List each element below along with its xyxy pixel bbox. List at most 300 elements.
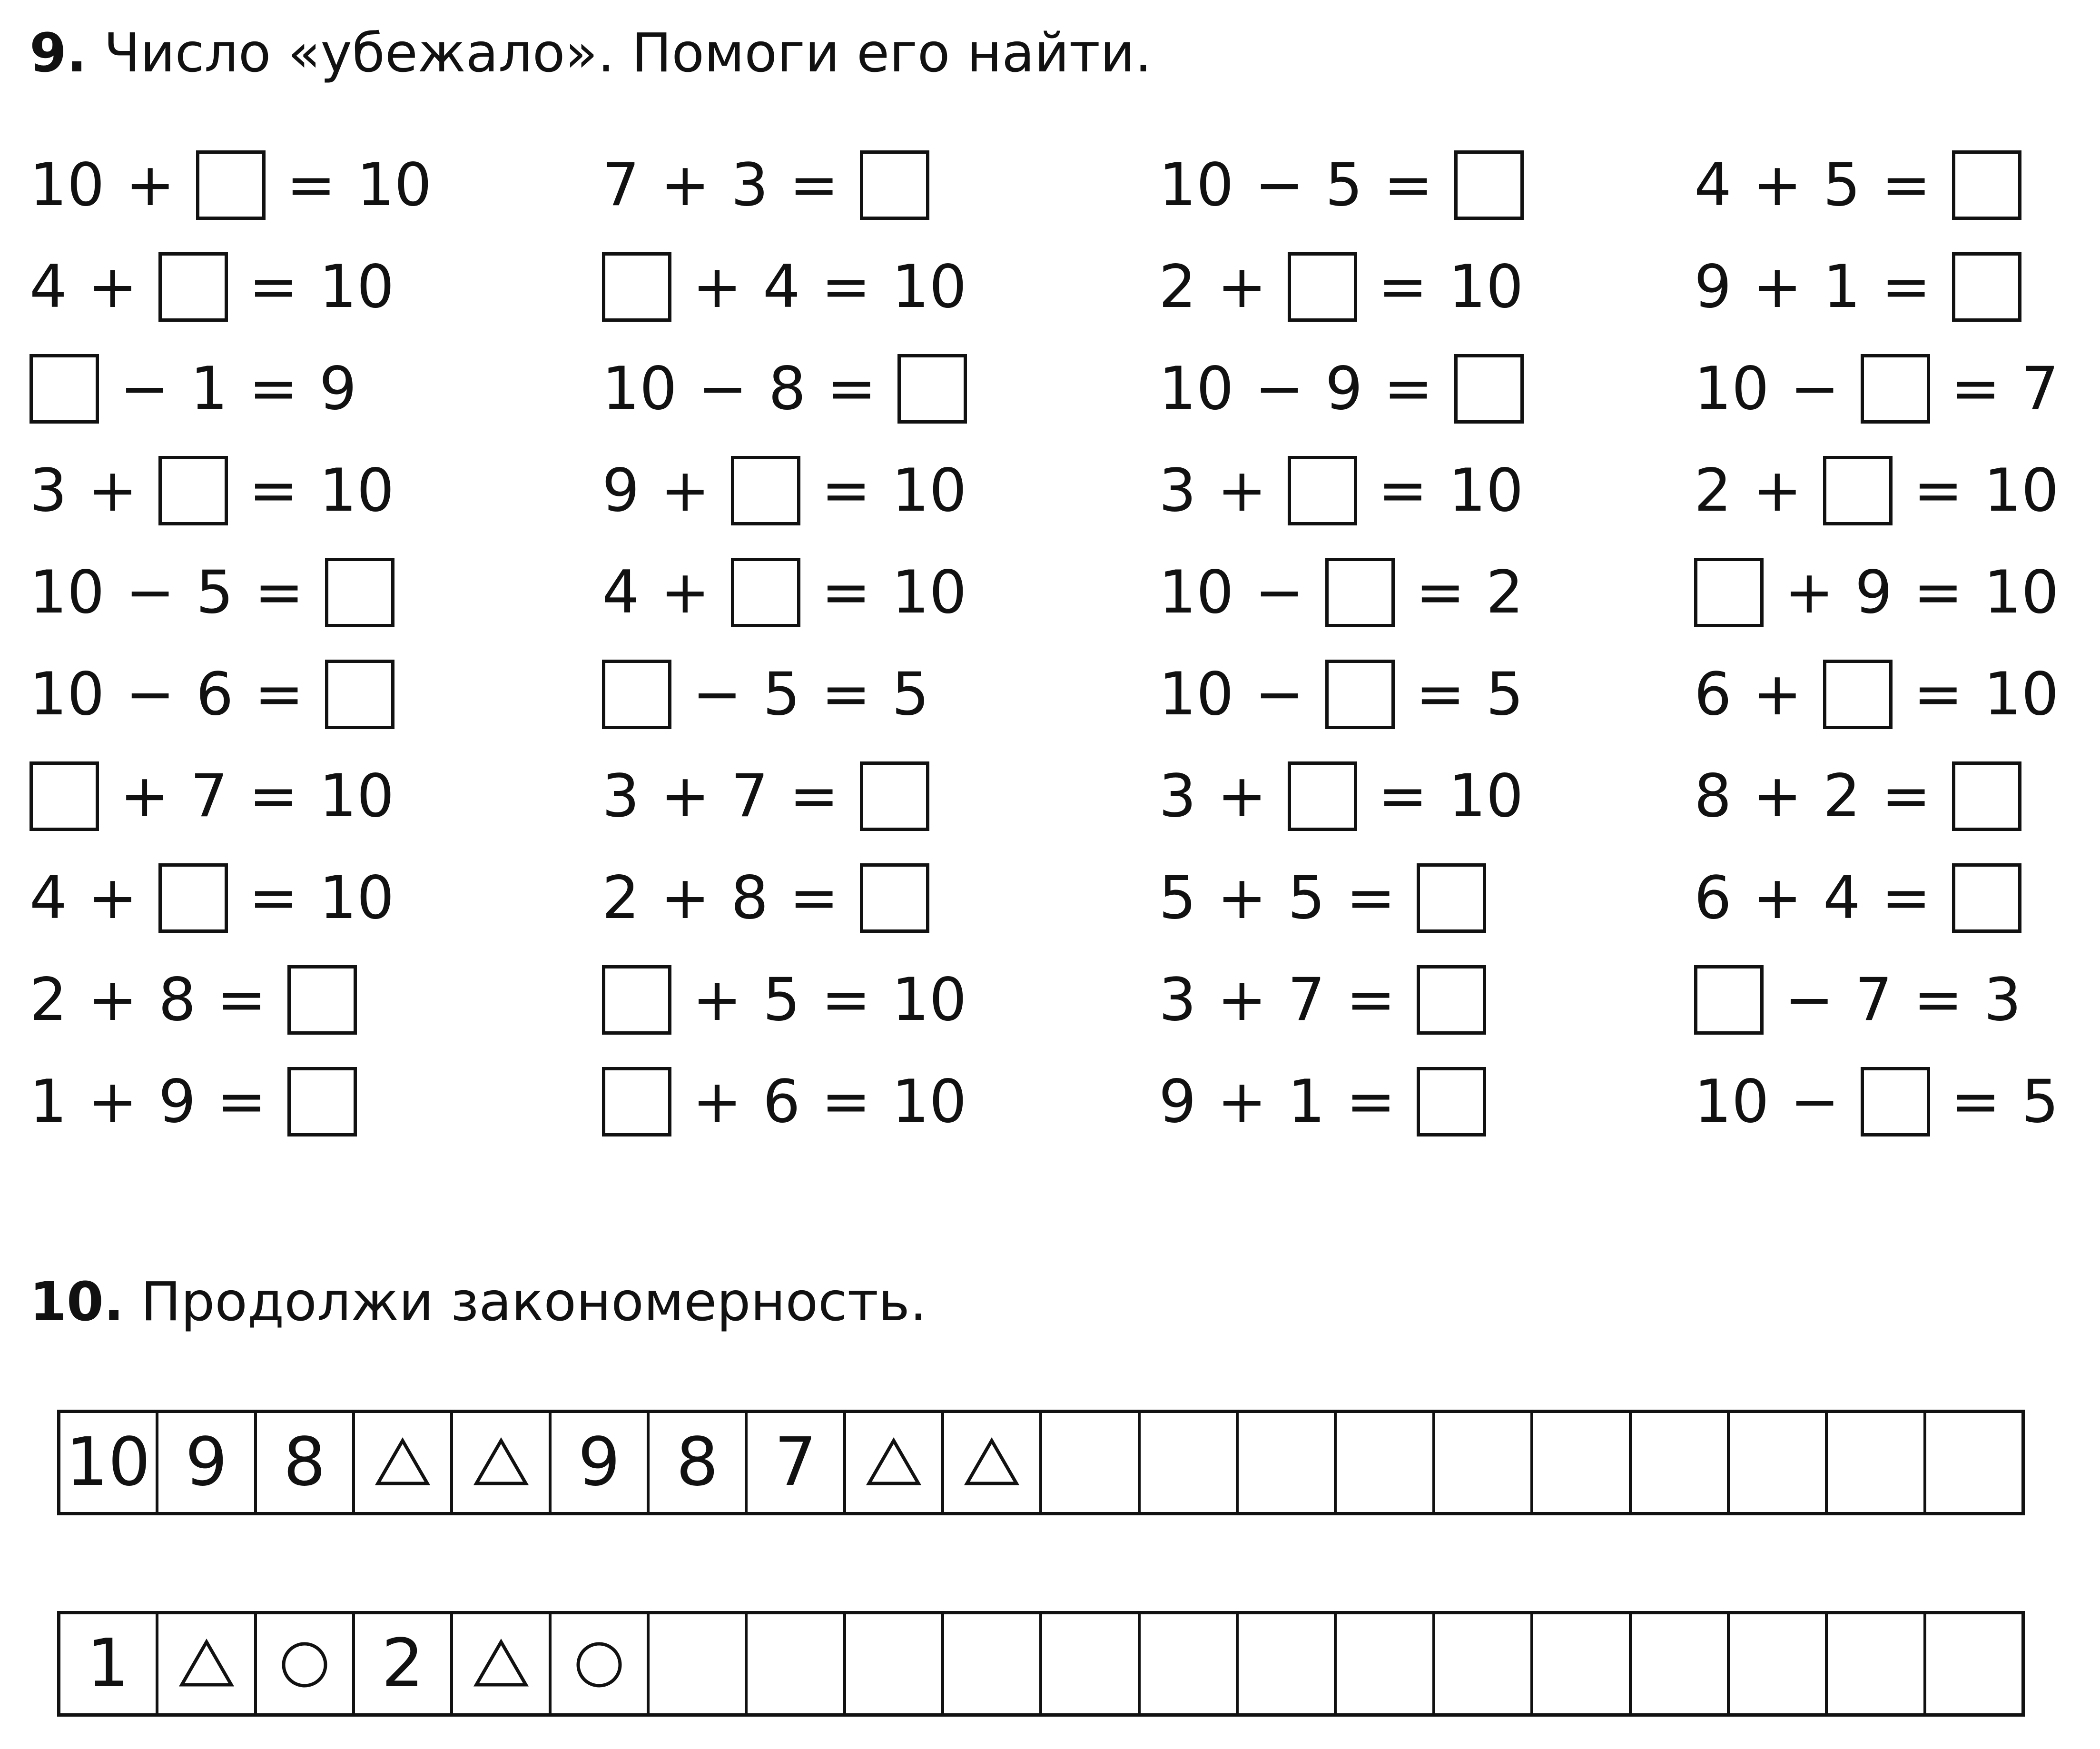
empty-pattern-cell[interactable] <box>1828 1614 1926 1713</box>
equation-token: + <box>1752 456 1802 525</box>
equation-token: 10 <box>891 253 967 321</box>
equation-token: − <box>1785 966 1834 1034</box>
answer-box[interactable] <box>1823 456 1893 525</box>
equation-token: 10 <box>1159 355 1234 423</box>
equation-token: + <box>1752 151 1802 219</box>
exercise-10-number: 10. <box>30 1271 124 1333</box>
equation-token: + <box>1752 253 1802 321</box>
answer-box[interactable] <box>731 456 800 525</box>
equation <box>1159 643 1706 745</box>
equation-token: + <box>125 151 175 219</box>
equation-token: = <box>1881 762 1931 830</box>
answer-box[interactable] <box>1288 761 1357 831</box>
equation-token: 9 <box>602 456 640 525</box>
equation-token: 8 <box>730 864 769 932</box>
equation-token: = <box>248 762 298 830</box>
equation-token: 5 <box>762 660 800 729</box>
equation-token: = <box>1378 253 1428 321</box>
equation-token: 10 <box>319 253 394 321</box>
equation-token: − <box>125 660 175 729</box>
empty-pattern-cell[interactable] <box>1141 1413 1239 1512</box>
equation <box>1159 542 1706 643</box>
equation <box>1694 1051 2100 1153</box>
equation <box>1159 338 1706 440</box>
pattern-cell: 2 <box>355 1614 453 1713</box>
equation-token: = <box>821 660 871 729</box>
answer-box[interactable] <box>1417 863 1486 933</box>
equation <box>30 949 577 1051</box>
equation-token: = <box>248 456 298 525</box>
equation-token: 5 <box>891 660 929 729</box>
equation-token: 7 <box>602 151 640 219</box>
equation-token: − <box>120 355 169 423</box>
equation-token: + <box>88 1067 138 1136</box>
equation-token: 1 <box>190 355 228 423</box>
answer-box[interactable] <box>1694 558 1764 627</box>
equation-token: + <box>1752 864 1802 932</box>
empty-pattern-cell[interactable] <box>1435 1413 1533 1512</box>
equation-token: 10 <box>891 966 967 1034</box>
equation-token: = <box>789 151 839 219</box>
equation-token: = <box>789 762 839 830</box>
equation-token: 10 <box>1448 456 1524 525</box>
answer-box[interactable] <box>860 761 929 831</box>
equation-token: − <box>1254 355 1304 423</box>
equation-token: = <box>821 1067 871 1136</box>
pattern-cell: 8 <box>257 1413 355 1512</box>
exercise-10-heading <box>30 1271 927 1333</box>
equation-column-2 <box>602 134 1149 1153</box>
equation-token: = <box>1951 355 2001 423</box>
equation <box>1694 440 2100 542</box>
answer-box[interactable] <box>325 660 394 729</box>
equation-token: − <box>698 355 748 423</box>
equation-token: = <box>1913 660 1963 729</box>
answer-box[interactable] <box>325 558 394 627</box>
equation-token: = <box>1881 151 1931 219</box>
equation-token: 6 <box>196 660 234 729</box>
equation-column-3 <box>1159 134 1706 1153</box>
answer-box[interactable] <box>287 1067 357 1136</box>
equation-token: − <box>1254 660 1304 729</box>
answer-box[interactable] <box>860 150 929 220</box>
pattern-cell: 1 <box>60 1614 158 1713</box>
equation-token: 8 <box>1694 762 1732 830</box>
answer-box[interactable] <box>602 965 671 1035</box>
equation-token: = <box>1378 762 1428 830</box>
answer-box[interactable] <box>897 354 967 424</box>
triangle-icon <box>473 1434 530 1491</box>
equation <box>1159 236 1706 338</box>
equation-token: 2 <box>1159 253 1196 321</box>
answer-box[interactable] <box>1417 1067 1486 1136</box>
pattern-cell: 10 <box>60 1413 158 1512</box>
triangle-icon <box>178 1635 235 1692</box>
equation <box>30 236 577 338</box>
equation-token: = <box>789 864 839 932</box>
answer-box[interactable] <box>1325 660 1395 729</box>
equation-token: 10 <box>30 660 105 729</box>
equation-token: 4 <box>602 558 640 627</box>
equation <box>602 338 1149 440</box>
answer-box[interactable] <box>860 863 929 933</box>
equation-token: 10 <box>1448 762 1524 830</box>
equation-token: = <box>248 355 298 423</box>
equation-token: 5 <box>196 558 234 627</box>
equation-column-1 <box>30 134 577 1153</box>
answer-box[interactable] <box>158 863 228 933</box>
answer-box[interactable] <box>158 456 228 525</box>
equation-token: + <box>1785 558 1834 627</box>
equation-token: + <box>660 762 710 830</box>
empty-pattern-cell[interactable] <box>1926 1413 2021 1512</box>
equation-token: = <box>1913 456 1963 525</box>
answer-box[interactable] <box>1952 761 2021 831</box>
equation <box>30 134 577 236</box>
equation-token: + <box>88 456 138 525</box>
equation-token: = <box>821 966 871 1034</box>
equation-token: 10 <box>1983 558 2059 627</box>
pattern-cell: 9 <box>158 1413 256 1512</box>
empty-pattern-cell[interactable] <box>1926 1614 2021 1713</box>
equation <box>602 440 1149 542</box>
equation-token: + <box>88 864 138 932</box>
equation-token: 9 <box>1325 355 1363 423</box>
empty-pattern-cell[interactable] <box>1239 1614 1337 1713</box>
triangle-icon <box>865 1434 922 1491</box>
equation-token: + <box>88 253 138 321</box>
equation-token: 3 <box>1159 762 1196 830</box>
answer-box[interactable] <box>602 660 671 729</box>
empty-pattern-cell[interactable] <box>1435 1614 1533 1713</box>
answer-box[interactable] <box>1861 1067 1930 1136</box>
equation-token: = <box>1881 864 1931 932</box>
equation-token: + <box>1217 966 1267 1034</box>
equation-token: + <box>88 966 138 1034</box>
answer-box[interactable] <box>1952 252 2021 322</box>
equation-token: − <box>692 660 742 729</box>
equation-token: 1 <box>1287 1067 1325 1136</box>
answer-box[interactable] <box>287 965 357 1035</box>
equation-token: 3 <box>1159 456 1196 525</box>
equation-token: 10 <box>1983 660 2059 729</box>
empty-pattern-cell[interactable] <box>1828 1413 1926 1512</box>
equation-token: = <box>254 660 304 729</box>
equation <box>30 440 577 542</box>
equation-token: + <box>1752 660 1802 729</box>
answer-box[interactable] <box>731 558 800 627</box>
equation-token: = <box>1378 456 1428 525</box>
equation <box>602 949 1149 1051</box>
empty-pattern-cell[interactable] <box>1730 1413 1828 1512</box>
pattern-cell <box>944 1413 1042 1512</box>
equation-token: − <box>1790 1067 1840 1136</box>
equation-token: 7 <box>2021 355 2059 423</box>
equation-token: 4 <box>30 864 67 932</box>
equation-token: 5 <box>762 966 800 1034</box>
answer-box[interactable] <box>1454 150 1524 220</box>
pattern-cell: 8 <box>650 1413 748 1512</box>
pattern-cell <box>552 1614 650 1713</box>
equation-token: 10 <box>891 1067 967 1136</box>
equation-token: 10 <box>356 151 432 219</box>
equation <box>30 847 577 949</box>
equation-token: + <box>660 558 710 627</box>
equation <box>1159 745 1706 847</box>
equation <box>30 643 577 745</box>
equation-token: = <box>1913 966 1963 1034</box>
equation <box>602 1051 1149 1153</box>
empty-pattern-cell[interactable] <box>650 1614 748 1713</box>
equation <box>1159 847 1706 949</box>
equation-column-4 <box>1694 134 2100 1153</box>
circle-icon <box>571 1635 628 1692</box>
empty-pattern-cell[interactable] <box>1533 1413 1631 1512</box>
equation-token: = <box>217 966 266 1034</box>
equation-token: 9 <box>319 355 357 423</box>
equation-token: 10 <box>602 355 677 423</box>
pattern-cell <box>453 1413 551 1512</box>
empty-pattern-cell[interactable] <box>1533 1614 1631 1713</box>
answer-box[interactable] <box>1694 965 1764 1035</box>
pattern-cell <box>453 1614 551 1713</box>
equation-token: = <box>1346 966 1396 1034</box>
pattern-cell <box>158 1614 256 1713</box>
equation <box>602 643 1149 745</box>
equation-token: 8 <box>158 966 196 1034</box>
equation-token: 6 <box>1694 864 1732 932</box>
empty-pattern-cell[interactable] <box>1632 1614 1730 1713</box>
equation-token: 10 <box>319 762 394 830</box>
equation <box>1694 542 2100 643</box>
equation-token: = <box>821 558 871 627</box>
pattern-cell: 7 <box>748 1413 846 1512</box>
equation <box>30 1051 577 1153</box>
exercise-9-number: 9. <box>30 22 87 84</box>
empty-pattern-cell[interactable] <box>944 1614 1042 1713</box>
equation <box>602 847 1149 949</box>
equation-token: = <box>1383 355 1433 423</box>
equation <box>602 134 1149 236</box>
equation-token: 3 <box>1983 966 2021 1034</box>
equation-token: + <box>1752 762 1802 830</box>
equation <box>1694 134 2100 236</box>
equation-token: + <box>1217 253 1267 321</box>
empty-pattern-cell[interactable] <box>1042 1413 1140 1512</box>
equation <box>30 338 577 440</box>
equation-token: + <box>660 456 710 525</box>
circle-icon <box>276 1635 333 1692</box>
equation-token: = <box>1913 558 1963 627</box>
answer-box[interactable] <box>602 1067 671 1136</box>
equation-token: 9 <box>1694 253 1732 321</box>
pattern-cell <box>846 1413 944 1512</box>
equation-token: 4 <box>1694 151 1732 219</box>
answer-box[interactable] <box>1861 354 1930 424</box>
pattern-cell: 9 <box>552 1413 650 1512</box>
answer-box[interactable] <box>602 252 671 322</box>
answer-box[interactable] <box>1288 252 1357 322</box>
equation <box>30 542 577 643</box>
equation-token: 6 <box>1694 660 1732 729</box>
equation <box>1159 134 1706 236</box>
equation <box>1159 1051 1706 1153</box>
pattern-cell <box>257 1614 355 1713</box>
equation-token: 10 <box>891 456 967 525</box>
equation <box>1694 338 2100 440</box>
answer-box[interactable] <box>1952 150 2021 220</box>
equation-token: 1 <box>30 1067 67 1136</box>
pattern-strip-2 <box>57 1611 2025 1717</box>
equation-token: = <box>1346 864 1396 932</box>
equation-token: 10 <box>319 456 394 525</box>
empty-pattern-cell[interactable] <box>1337 1413 1435 1512</box>
equation-token: 4 <box>30 253 67 321</box>
equation-token: = <box>248 864 298 932</box>
equation-token: + <box>1217 456 1267 525</box>
answer-box[interactable] <box>158 252 228 322</box>
empty-pattern-cell[interactable] <box>748 1614 846 1713</box>
equation-token: 7 <box>190 762 228 830</box>
equation-token: 2 <box>1823 762 1861 830</box>
equation-token: = <box>254 558 304 627</box>
equation-token: = <box>248 253 298 321</box>
equation-token: + <box>692 966 742 1034</box>
equation <box>602 236 1149 338</box>
exercise-9-title: Число «убежало». Помоги его найти. <box>104 22 1152 84</box>
equation-token: − <box>125 558 175 627</box>
equation-token: 3 <box>1159 966 1196 1034</box>
equation-token: 2 <box>1486 558 1524 627</box>
equation-token: 10 <box>1159 660 1234 729</box>
equation-token: 3 <box>730 151 769 219</box>
equation-token: 4 <box>762 253 800 321</box>
triangle-icon <box>374 1434 431 1491</box>
equation-token: 10 <box>1983 456 2059 525</box>
equation-token: 9 <box>1854 558 1893 627</box>
equation-token: 2 <box>602 864 640 932</box>
equation-token: 5 <box>1287 864 1325 932</box>
equation-token: + <box>1217 1067 1267 1136</box>
equation-token: − <box>1254 558 1304 627</box>
empty-pattern-cell[interactable] <box>1632 1413 1730 1512</box>
equation-token: = <box>1383 151 1433 219</box>
equation <box>30 745 577 847</box>
equation-token: − <box>1790 355 1840 423</box>
equation-token: 5 <box>1159 864 1196 932</box>
equation-token: 10 <box>1448 253 1524 321</box>
equation-token: 10 <box>891 558 967 627</box>
equation <box>602 745 1149 847</box>
equation-token: 5 <box>1325 151 1363 219</box>
equation-token: 4 <box>1823 864 1861 932</box>
answer-box[interactable] <box>1288 456 1357 525</box>
equation-token: 10 <box>1159 151 1234 219</box>
equation-token: + <box>692 1067 742 1136</box>
equation-token: 10 <box>30 151 105 219</box>
equation-token: 5 <box>1486 660 1524 729</box>
answer-box[interactable] <box>30 354 99 424</box>
equation-token: = <box>821 253 871 321</box>
equation-token: 2 <box>30 966 67 1034</box>
equation-token: 10 <box>1694 355 1769 423</box>
equation <box>1694 236 2100 338</box>
empty-pattern-cell[interactable] <box>846 1614 944 1713</box>
equation-token: 3 <box>30 456 67 525</box>
equation <box>1694 949 2100 1051</box>
equation-token: 10 <box>30 558 105 627</box>
equation-token: 3 <box>602 762 640 830</box>
equation <box>602 542 1149 643</box>
equation-token: = <box>821 456 871 525</box>
equation-token: 1 <box>1823 253 1861 321</box>
equation <box>1159 440 1706 542</box>
answer-box[interactable] <box>1454 354 1524 424</box>
equation-token: 5 <box>1823 151 1861 219</box>
equation-token: = <box>286 151 336 219</box>
empty-pattern-cell[interactable] <box>1239 1413 1337 1512</box>
answer-box[interactable] <box>1823 660 1893 729</box>
equation-token: + <box>660 864 710 932</box>
equation-token: 7 <box>1287 966 1325 1034</box>
equation-token: 7 <box>730 762 769 830</box>
answer-box[interactable] <box>30 761 99 831</box>
pattern-cell <box>355 1413 453 1512</box>
triangle-icon <box>963 1434 1020 1491</box>
equation-token: 7 <box>1854 966 1893 1034</box>
equation-token: 10 <box>1159 558 1234 627</box>
equation-token: 5 <box>2021 1067 2059 1136</box>
answer-box[interactable] <box>1952 863 2021 933</box>
equation <box>1694 643 2100 745</box>
equation-token: = <box>217 1067 266 1136</box>
equation-token: + <box>1217 762 1267 830</box>
answer-box[interactable] <box>1325 558 1395 627</box>
equation-token: + <box>1217 864 1267 932</box>
equation-token: = <box>1881 253 1931 321</box>
equation <box>1159 949 1706 1051</box>
equation-token: 10 <box>1694 1067 1769 1136</box>
equation-token: = <box>827 355 877 423</box>
equation-token: 9 <box>158 1067 196 1136</box>
answer-box[interactable] <box>1417 965 1486 1035</box>
triangle-icon <box>473 1635 530 1692</box>
empty-pattern-cell[interactable] <box>1337 1614 1435 1713</box>
equation-token: = <box>1415 558 1465 627</box>
equation-token: = <box>1346 1067 1396 1136</box>
equation-token: 2 <box>1694 456 1732 525</box>
equation-token: + <box>120 762 169 830</box>
answer-box[interactable] <box>196 150 266 220</box>
equation-token: − <box>1254 151 1304 219</box>
empty-pattern-cell[interactable] <box>1141 1614 1239 1713</box>
exercise-10-title: Продолжи закономерность. <box>141 1271 927 1333</box>
equation <box>1694 745 2100 847</box>
equation-token: = <box>1415 660 1465 729</box>
exercise-9-heading <box>30 22 1152 84</box>
equation-token: + <box>660 151 710 219</box>
equation <box>1694 847 2100 949</box>
equation-token: 8 <box>768 355 806 423</box>
equation-token: = <box>1951 1067 2001 1136</box>
equation-token: 9 <box>1159 1067 1196 1136</box>
empty-pattern-cell[interactable] <box>1730 1614 1828 1713</box>
empty-pattern-cell[interactable] <box>1042 1614 1140 1713</box>
equation-token: 10 <box>319 864 394 932</box>
equation-token: + <box>692 253 742 321</box>
equation-token: 6 <box>762 1067 800 1136</box>
pattern-strip-1 <box>57 1410 2025 1515</box>
